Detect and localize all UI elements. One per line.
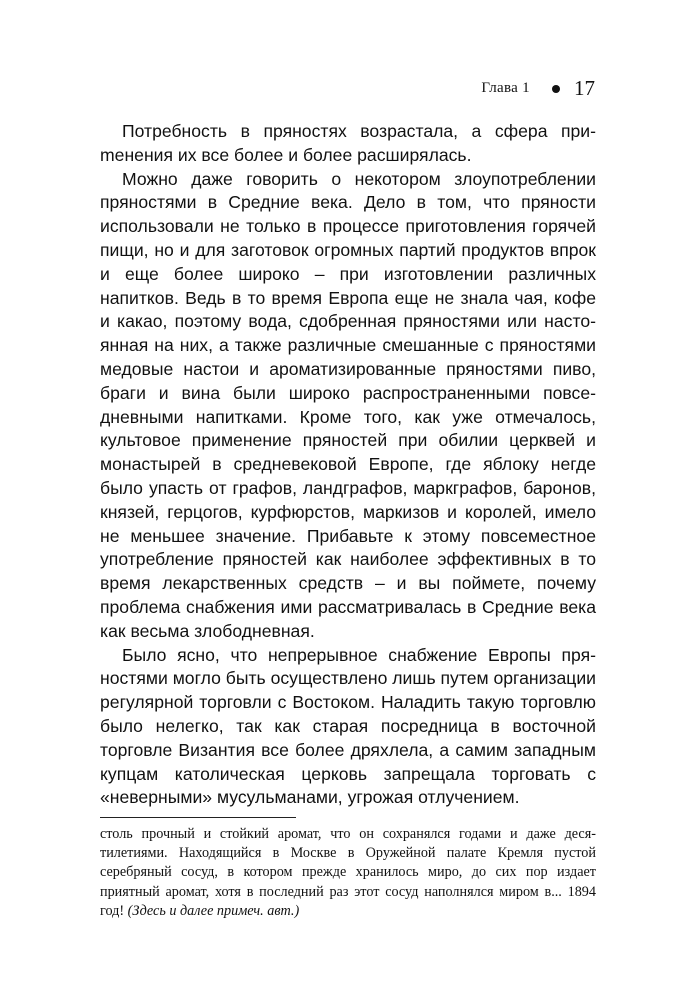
main-text [100, 120, 596, 810]
page-number: 17 [574, 76, 595, 100]
bullet-separator [552, 85, 560, 93]
footnote-author-note: (Здесь и далее примеч. авт.) [127, 902, 300, 919]
running-header [481, 76, 595, 101]
footnote-text: столь прочный и стойкий аромат, что он сохранялся годами и даже десятилетиями. Находящийся в Москве в Оружейной палате Кремля пустой серебряный сосуд, в котором прежде хранилось миро, до сих пор издает приятный аромат, хотя в последний раз этот сосуд наполнялся миром в... 1894 год! [100, 826, 596, 919]
paragraph-3: Было ясно, что непрерывное снабжение Европы пряностями могло быть осуществлено лишь путем организации регулярной торговли с Востоком. Наладить такую торговлю было нелегко, так как старая посредница в восточной торговле Византия все более дряхлела, а самим западным купцам католическая церковь запрещала торговать с «неверными» мусульманами, угрожая отлучением. [100, 644, 596, 808]
footnote-divider [100, 817, 296, 818]
paragraph-2: Можно даже говорить о некотором злоупотреблении пряностями в Средние века. Дело в том, что пряности использовали не только в процессе приготовления горячей пищи, но и для заготовок огромных партий продуктов впрок и еще более широко – при изготовлении различных напитков. Ведь в то время Европа еще не знала чая, кофе и какао, поэтому вода, сдобренная пряностями или настоянная на них, а также различные смешанные с пряностями медовые настои и ароматизированные пряностями пиво, браги и вина были широко распространенными повседневными напитками. Кроме того, как уже отмечалось, культовое применение пряностей при обилии церквей и монастырей в средневековой Европе, где яблоку негде было упасть от графов, ландграфов, маркграфов, баронов, князей, герцогов, курфюрстов, маркизов и королей, имело не меньшее значение. Прибавьте к этому повсеместное употребление пряностей как наиболее эффективных в то время лекарственных средств – и вы поймете, почему проблема снабжения ими рассматривалась в Средние века как весьма злободневная. [100, 168, 596, 641]
footnote [100, 825, 596, 921]
paragraph-1: Потребность в пряностях возрастала, а сфера приmенения их все более и более расширялась. [100, 121, 596, 165]
chapter-label: Глава 1 [481, 80, 530, 96]
